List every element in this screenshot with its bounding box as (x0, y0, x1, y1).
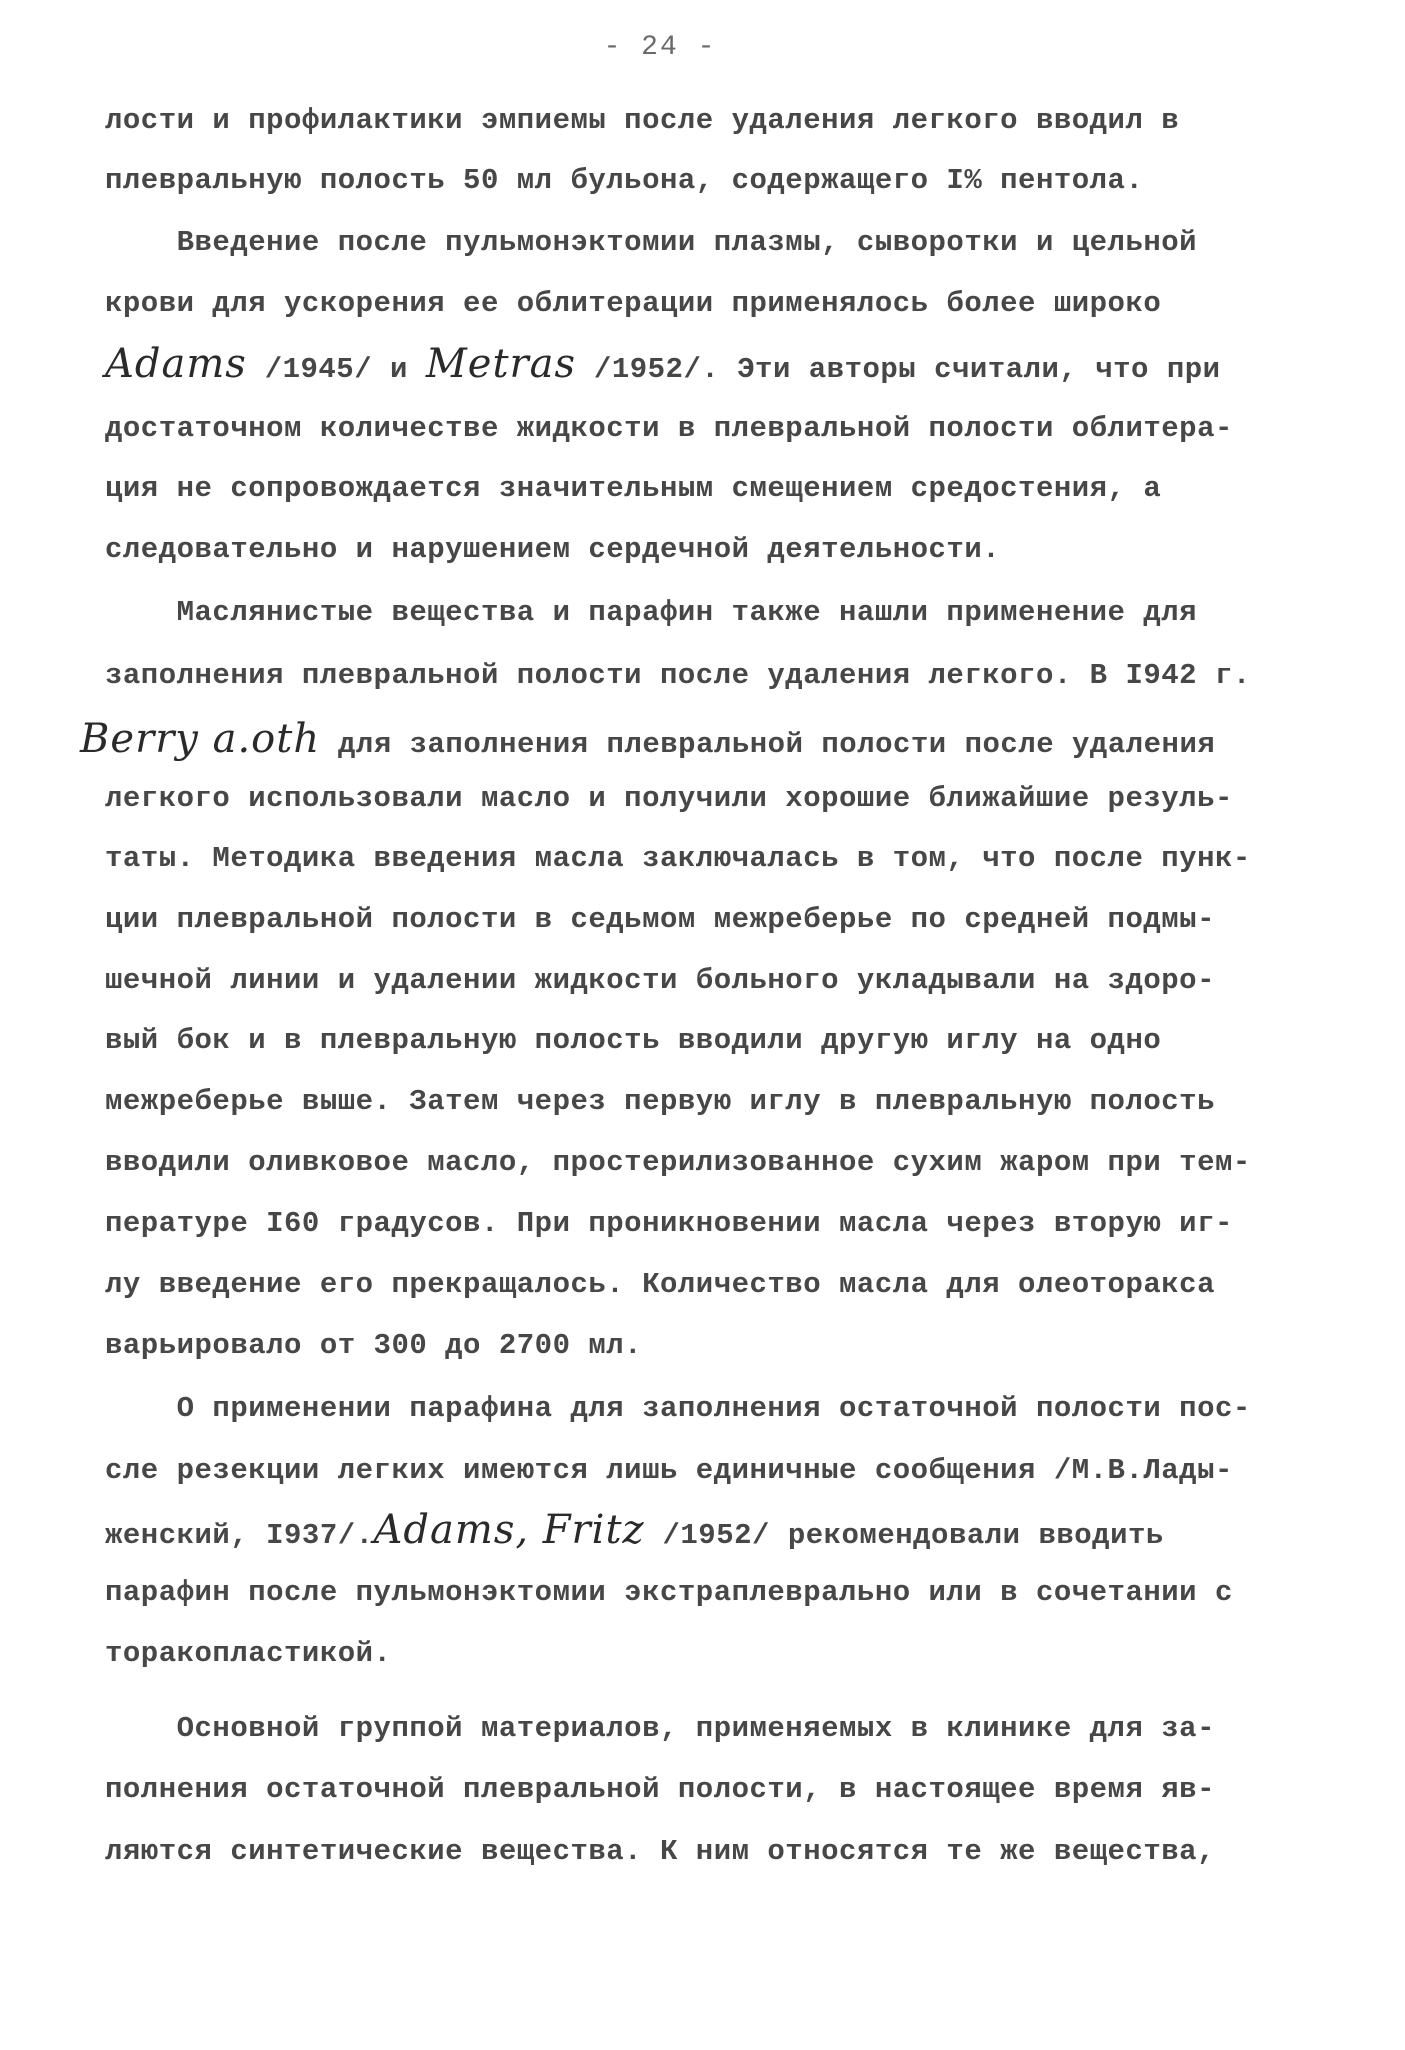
text-line: крови для ускорения ее облитерации применялось более широко (105, 287, 1162, 320)
text-line: сле резекции легких имеются лишь единичные сообщения /М.В.Лады- (105, 1454, 1233, 1487)
text-line: ции плевральной полости в седьмом межреберье по средней подмы- (105, 903, 1215, 936)
handwritten-name: Adams, Fritz (373, 1507, 645, 1553)
text-line: парафин после пульмонэктомии экстраплеврально или в сочетании с (105, 1576, 1233, 1609)
page-number: - 24 - (603, 32, 717, 63)
text-line: варьировало от 300 до 2700 мл. (105, 1329, 643, 1362)
handwritten-name: Berry a.oth (80, 716, 321, 762)
text-line: О применении парафина для заполнения остаточной полости пос- (105, 1392, 1251, 1425)
text-line: Введение после пульмонэктомии плазмы, сыворотки и цельной (105, 226, 1198, 259)
text-line: ция не сопровождается значительным смещением средостения, а (105, 472, 1162, 505)
text-line: шечной линии и удалении жидкости больного укладывали на здоро- (105, 964, 1215, 997)
text-line: заполнения плевральной полости после удаления легкого. В I942 г. (105, 659, 1251, 692)
text-line: ляются синтетические вещества. К ним относятся те же вещества, (105, 1835, 1215, 1868)
text-line: таты. Методика введения масла заключалась в том, что после пунк- (105, 842, 1251, 875)
text-line: Berry a.oth для заполнения плевральной полости после удаления (80, 716, 1216, 762)
text-line: торакопластикой. (105, 1637, 392, 1670)
text-line: лу введение его прекращалось. Количество масла для олеоторакса (105, 1268, 1215, 1301)
text-line: следовательно и нарушением сердечной деятельности. (105, 533, 1001, 566)
text-line: плевральную полость 50 мл бульона, содержащего I% пентола. (105, 164, 1144, 197)
text-line: Adams /1945/ и Metras /1952/. Эти авторы считали, что при (105, 341, 1221, 387)
text-line: достаточном количестве жидкости в плевральной полости облитера- (105, 412, 1233, 445)
handwritten-name: Adams (105, 341, 247, 387)
text-line: межреберье выше. Затем через первую иглу в плевральную полость (105, 1085, 1215, 1118)
text-line: женский, I937/.Adams, Fritz /1952/ рекомендовали вводить (105, 1507, 1164, 1553)
handwritten-name: Metras (425, 341, 577, 387)
text-line: Основной группой материалов, применяемых в клинике для за- (105, 1712, 1215, 1745)
text-line: Маслянистые вещества и парафин также нашли применение для (105, 596, 1198, 629)
text-line: вводили оливковое масло, простерилизованное сухим жаром при тем- (105, 1146, 1251, 1179)
text-line: пературе I60 градусов. При проникновении масла через вторую иг- (105, 1207, 1233, 1240)
text-line: лости и профилактики эмпиемы после удаления легкого вводил в (105, 104, 1180, 137)
text-line: легкого использовали масло и получили хорошие ближайшие резуль- (105, 782, 1233, 815)
text-line: вый бок и в плевральную полость вводили другую иглу на одно (105, 1024, 1162, 1057)
text-line: полнения остаточной плевральной полости, в настоящее время яв- (105, 1773, 1215, 1806)
